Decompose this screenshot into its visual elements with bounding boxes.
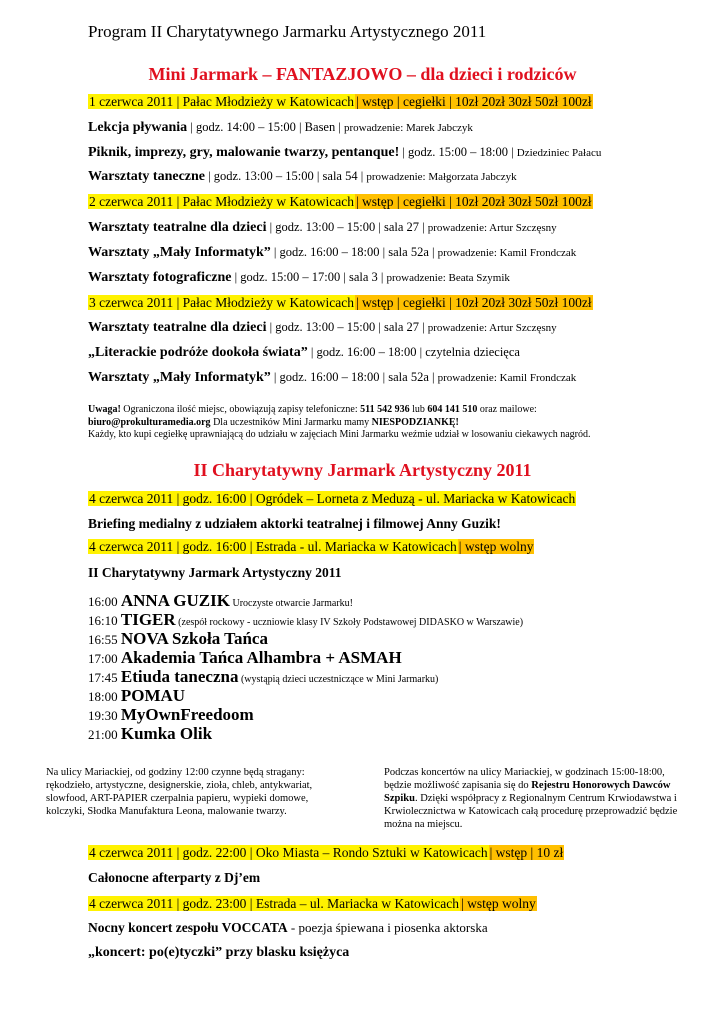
day-3-tickets: | wstęp | cegiełki | 10zł 20zł 30zł 50zł 100zł [355,295,592,310]
activity-row [88,245,576,261]
event-date-venue: 4 czerwca 2011 | godz. 16:00 | Ogródek – Lorneta z Meduzą - ul. Mariacka w Katowicach [89,491,576,506]
day-3-banner [88,294,593,312]
activity-name: Warsztaty „Mały Informatyk” [88,245,271,260]
concert-desc: - poezja śpiewana i piosenka aktorska [287,920,488,935]
schedule-act: NOVA Szkoła Tańca [120,629,268,648]
schedule-desc: (zespół rockowy - uczniowie klasy IV Szkoły Podstawowej DIDASKO w Warszawie) [175,617,524,628]
concert-name: Nocny koncert zespołu VOCCATA [88,920,288,935]
event-description [88,920,488,936]
event-description: Całonocne afterparty z Dj’em [88,870,261,885]
activity-name: „Literackie podróże dookoła świata” [88,345,308,360]
schedule-desc: Uroczyste otwarcie Jarmarku! [229,598,353,609]
day-2-banner [88,193,593,211]
activity-lead: prowadzenie: Artur Szczęsny [427,222,557,234]
activity-row [88,145,601,161]
schedule-item [88,686,185,706]
day-2-tickets: | wstęp | cegiełki | 10zł 20zł 30zł 50zł 100zł [355,194,592,209]
activity-row [88,120,473,136]
activity-info: | godz. 15:00 – 17:00 | sala 3 | [231,270,387,284]
schedule-time: 16:00 [88,594,121,609]
schedule-item [88,591,353,611]
schedule-time: 16:10 [88,613,121,628]
activity-name: Warsztaty taneczne [88,169,206,184]
schedule-act: POMAU [120,686,186,705]
schedule-time: 21:00 [88,727,121,742]
mini-jarmark-heading: Mini Jarmark – FANTAZJOWO – dla dzieci i rodziców [148,64,577,84]
day-1-date-venue: 1 czerwca 2011 | Pałac Młodzieży w Katowicach [89,94,354,109]
phone-number: 511 542 936 [360,404,410,415]
schedule-item [88,667,438,687]
donor-registry-name: Rejestru Honorowych Dawców Szpiku [384,780,671,804]
activity-lead: prowadzenie: Kamil Frondczak [437,372,577,384]
event-banner [88,490,576,508]
phone-number: 604 141 510 [427,404,478,415]
schedule-item [88,648,402,668]
activity-info: | godz. 13:00 – 15:00 | sala 54 | [205,169,367,183]
activity-info: | godz. 13:00 – 15:00 | sala 27 | [266,220,428,234]
event-banner [88,538,534,556]
activity-lead: Dziedziniec Pałacu [516,147,602,159]
activity-name: Warsztaty „Mały Informatyk” [88,370,271,385]
schedule-time: 17:45 [88,670,121,685]
event-description: Briefing medialny z udziałem aktorki teatralnej i filmowej Anny Guzik! [88,516,501,531]
event-date-venue: 4 czerwca 2011 | godz. 16:00 | Estrada - ul. Mariacka w Katowicach [89,539,457,554]
activity-info: | godz. 16:00 – 18:00 | czytelnia dziecięca [307,345,520,359]
event-entry: | wstęp wolny [461,896,536,911]
schedule-item [88,724,212,744]
event-title: II Charytatywny Jarmark Artystyczny 2011 [88,565,342,580]
note-surprise: NIESPODZIANKĘ! [371,416,459,428]
note-text: Ograniczona ilość miejsc, obowiązują zapisy telefoniczne: [120,404,361,415]
day-1-banner [88,93,593,111]
activity-lead: prowadzenie: Artur Szczęsny [427,322,557,334]
activity-name: Lekcja pływania [88,120,188,135]
note-warning-label: Uwaga! [88,404,121,415]
day-2-date-venue: 2 czerwca 2011 | Pałac Młodzieży w Katowicach [89,194,354,209]
activity-info: | godz. 13:00 – 15:00 | sala 27 | [266,320,428,334]
note-text: Każdy, kto kupi cegiełkę uprawniającą do udziału w zajęciach Mini Jarmarku weźmie udział w losowaniu ciekawych nagród. [88,429,591,440]
activity-lead: prowadzenie: Kamil Frondczak [437,247,577,259]
concert-subtitle: „koncert: po(e)tyczki” przy blasku księżyca [88,945,350,960]
donor-text: Podczas koncertów na ulicy Mariackiej, w godzinach 15:00-18:00, będzie możliwość zapisania się do [384,767,665,791]
activity-lead: prowadzenie: Małgorzata Jabczyk [366,171,517,183]
event-entry: | wstęp wolny [458,539,534,554]
schedule-act: TIGER [120,610,176,629]
event-banner [88,844,564,862]
schedule-time: 17:00 [88,651,121,666]
note-text: lub [409,404,428,415]
day-1-tickets: | wstęp | cegiełki | 10zł 20zł 30zł 50zł 100zł [355,94,592,109]
donor-registry-info [384,766,684,831]
activity-lead: prowadzenie: Marek Jabczyk [344,122,473,134]
activity-info: | godz. 14:00 – 15:00 | Basen | [187,120,344,134]
schedule-act: Akademia Tańca Alhambra + ASMAH [120,648,402,667]
schedule-act: Etiuda taneczna [120,667,239,686]
activity-lead: prowadzenie: Beata Szymik [386,272,510,284]
activity-info: | godz. 16:00 – 18:00 | sala 52a | [270,370,438,384]
schedule-item [88,705,254,725]
schedule-item [88,610,523,630]
schedule-desc: (wystąpią dzieci uczestniczące w Mini Jarmarku) [238,674,439,685]
stalls-info: Na ulicy Mariackiej, od godziny 12:00 czynne będą stragany: rękodzieło, artystyczne, designerskie, zioła, chleb, antykwariat, slowfood, ART-PAPIER czerpalnia papieru, wypieki domowe, kolczyki, Słodka Manufaktura Leona, malowanie twarzy. [46,767,313,817]
schedule-act: ANNA GUZIK [120,591,230,610]
activity-info: | godz. 16:00 – 18:00 | sala 52a | [270,245,438,259]
donor-text: . Dzięki współpracy z Regionalnym Centrum Krwiodawstwa i Krwiolecznictwa w Katowicach całą procedurę przeprowadzić będzie można na miejscu. [384,793,678,830]
event-banner [88,895,537,913]
event-date-venue: 4 czerwca 2011 | godz. 22:00 | Oko Miasta – Rondo Sztuki w Katowicach [89,845,488,860]
activity-name: Warsztaty teatralne dla dzieci [88,320,267,335]
schedule-act: MyOwnFreedoom [120,705,254,724]
registration-note [88,404,688,442]
activity-row [88,320,557,336]
activity-row [88,345,520,361]
activity-row [88,270,510,286]
document-title: Program II Charytatywnego Jarmarku Artystycznego 2011 [88,22,487,41]
note-text: oraz mailowe: [477,404,537,415]
activity-row [88,220,557,236]
schedule-item [88,629,268,649]
activity-name: Warsztaty fotograficzne [88,270,232,285]
day-3-date-venue: 3 czerwca 2011 | Pałac Młodzieży w Katowicach [89,295,354,310]
fair-heading: II Charytatywny Jarmark Artystyczny 2011 [193,460,532,480]
activity-row [88,370,576,386]
schedule-time: 16:55 [88,632,121,647]
activity-info: | godz. 15:00 – 18:00 | [399,145,517,159]
activity-name: Piknik, imprezy, gry, malowanie twarzy, pentanque! [88,145,400,160]
schedule-time: 19:30 [88,708,121,723]
event-entry: | wstęp | 10 zł [489,845,564,860]
event-date-venue: 4 czerwca 2011 | godz. 23:00 | Estrada – ul. Mariacka w Katowicach [89,896,460,911]
schedule-time: 18:00 [88,689,121,704]
schedule-act: Kumka Olik [120,724,213,743]
activity-row [88,169,517,185]
note-text: Dla uczestników Mini Jarmarku mamy [210,416,372,428]
email-address: biuro@prokulturamedia.org [88,416,211,428]
activity-name: Warsztaty teatralne dla dzieci [88,220,267,235]
